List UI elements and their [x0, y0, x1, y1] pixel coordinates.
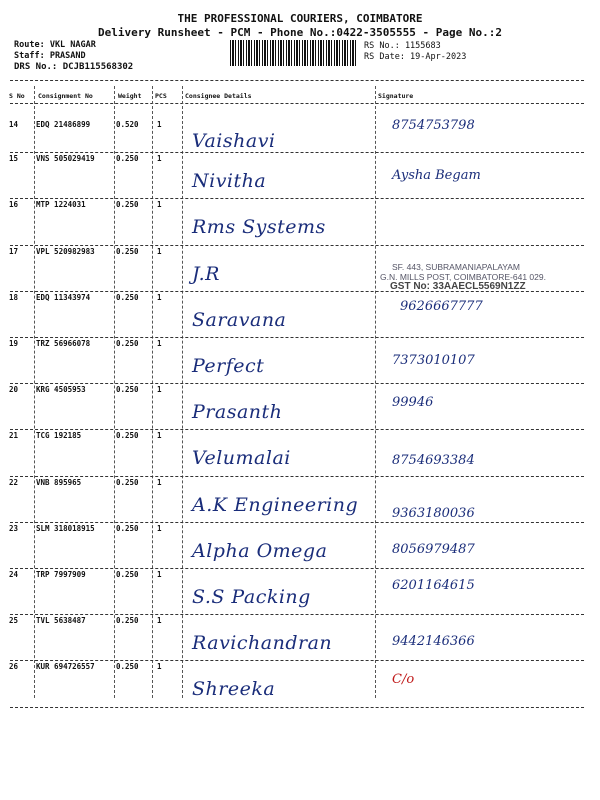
consignee-handwritten-name: Ravichandran [192, 632, 333, 655]
stamp-gst: GST No: 33AAECL5569N1ZZ [390, 281, 526, 292]
staff-label: Staff: PRASAND [14, 51, 86, 61]
consignee-handwritten-name: Velumalai [192, 447, 291, 470]
barcode-image [230, 40, 358, 66]
row-divider [10, 522, 584, 523]
row-divider [10, 476, 584, 477]
consignment-number: SLM 318018915 [36, 523, 95, 533]
consignment-number: TRP 7997909 [36, 570, 86, 579]
weight-value: 0.250 [116, 616, 139, 626]
col-sno: S No [9, 92, 25, 100]
row-divider [10, 152, 584, 153]
signature-handwritten: 8754693384 [392, 453, 475, 469]
pieces-count: 1 [157, 523, 162, 533]
serial-number: 18 [9, 292, 19, 302]
consignee-handwritten-name: Perfect [192, 355, 265, 377]
pieces-count: 1 [157, 154, 162, 164]
serial-number: 19 [9, 339, 19, 348]
weight-value: 0.250 [116, 292, 139, 302]
col-consignment: Consignment No [38, 92, 93, 100]
table-row [0, 478, 600, 524]
rs-date: RS Date: 19-Apr-2023 [364, 52, 467, 62]
pieces-count: 1 [157, 292, 162, 302]
row-divider [10, 614, 584, 615]
table-row [0, 616, 600, 662]
table-row [0, 524, 600, 570]
signature-handwritten: Aysha Begam [392, 168, 481, 184]
table-row [0, 154, 600, 200]
row-divider [10, 198, 584, 199]
row-divider [10, 337, 584, 338]
signature-handwritten: 8056979487 [392, 541, 475, 557]
consignee-handwritten-name: Saravana [192, 308, 287, 331]
row-divider [10, 568, 584, 569]
consignee-handwritten-name: Shreeka [192, 678, 276, 701]
weight-value: 0.250 [116, 523, 139, 533]
column-divider [10, 103, 584, 104]
pieces-count: 1 [157, 246, 162, 256]
serial-number: 20 [9, 385, 19, 395]
weight-value: 0.250 [116, 477, 139, 487]
table-row [0, 570, 600, 616]
pieces-count: 1 [157, 431, 162, 441]
consignee-handwritten-name: Alpha Omega [192, 539, 328, 562]
serial-number: 24 [9, 570, 19, 579]
weight-value: 0.250 [116, 431, 139, 441]
pieces-count: 1 [157, 662, 162, 672]
pieces-count: 1 [157, 385, 162, 395]
weight-value: 0.250 [116, 385, 139, 395]
col-pcs: PCS [155, 92, 167, 100]
weight-value: 0.250 [116, 662, 139, 672]
pieces-count: 1 [157, 120, 162, 129]
serial-number: 15 [9, 154, 19, 164]
table-row [0, 431, 600, 477]
consignee-handwritten-name: Vaishavi [192, 130, 276, 152]
weight-value: 0.250 [116, 246, 139, 256]
table-row [0, 339, 600, 385]
stamp-line1: SF. 443, SUBRAMANIAPALAYAM [392, 262, 521, 272]
weight-value: 0.250 [116, 339, 139, 348]
consignment-number: EDQ 11343974 [36, 292, 91, 302]
signature-handwritten: 9626667777 [400, 298, 483, 314]
signature-handwritten: C/o [392, 672, 415, 688]
runsheet-subtitle: Delivery Runsheet - PCM - Phone No.:0422-3505555 - Page No.:2 [98, 26, 502, 39]
weight-value: 0.250 [116, 200, 139, 210]
consignment-number: TVL 5638487 [36, 616, 86, 626]
consignment-number: EDQ 21486899 [36, 120, 91, 129]
signature-handwritten: 8754753798 [392, 118, 475, 133]
row-divider [10, 429, 584, 430]
consignment-number: VNS 505029419 [36, 154, 95, 164]
consignee-handwritten-name: S.S Packing [192, 586, 311, 608]
serial-number: 14 [9, 120, 19, 129]
company-title: THE PROFESSIONAL COURIERS, COIMBATORE [177, 12, 423, 25]
pieces-count: 1 [157, 616, 162, 626]
consignment-number: KUR 694726557 [36, 662, 95, 672]
pieces-count: 1 [157, 200, 162, 210]
row-divider [10, 707, 584, 708]
consignment-number: VPL 520982983 [36, 246, 95, 256]
consignee-handwritten-name: J.R [192, 262, 220, 285]
col-consignee: Consignee Details [185, 92, 252, 100]
signature-handwritten: 9442146366 [392, 634, 475, 650]
consignee-handwritten-name: Nivitha [192, 170, 267, 193]
consignment-number: VNB 895965 [36, 477, 82, 487]
pieces-count: 1 [157, 339, 162, 348]
serial-number: 26 [9, 662, 19, 672]
row-divider [10, 660, 584, 661]
weight-value: 0.250 [116, 154, 139, 164]
serial-number: 21 [9, 431, 19, 441]
consignee-handwritten-name: Prasanth [192, 401, 283, 424]
stamp-line2: G.N. MILLS POST, COIMBATORE-641 029. [380, 272, 546, 282]
route-label: Route: VKL NAGAR [14, 40, 96, 50]
row-divider [10, 383, 584, 384]
drs-number: DRS No.: DCJB115568302 [14, 62, 134, 72]
consignment-number: TRZ 56966078 [36, 339, 91, 348]
weight-value: 0.520 [116, 120, 139, 129]
consignment-number: KRG 4505953 [36, 385, 86, 395]
col-signature: Signature [378, 92, 414, 100]
rs-info [364, 41, 466, 63]
table-row [0, 108, 600, 154]
pieces-count: 1 [157, 477, 162, 487]
col-weight: Weight [118, 92, 142, 100]
weight-value: 0.250 [116, 570, 139, 579]
signature-handwritten: 7373010107 [392, 353, 475, 368]
header-divider [10, 80, 584, 81]
route-info [14, 40, 133, 73]
serial-number: 23 [9, 523, 19, 533]
signature-handwritten: 99946 [392, 395, 434, 411]
consignee-handwritten-name: A.K Engineering [192, 493, 359, 516]
serial-number: 22 [9, 477, 19, 487]
rs-number: RS No.: 1155683 [364, 41, 441, 51]
serial-number: 16 [9, 200, 19, 210]
signature-handwritten: 6201164615 [392, 578, 475, 593]
pieces-count: 1 [157, 570, 162, 579]
serial-number: 17 [9, 246, 19, 256]
consignment-number: TCG 192185 [36, 431, 82, 441]
serial-number: 25 [9, 616, 19, 626]
table-row [0, 662, 600, 708]
table-row [0, 385, 600, 431]
consignee-handwritten-name: Rms Systems [192, 216, 326, 239]
consignment-number: MTP 1224031 [36, 200, 86, 210]
signature-handwritten: 9363180036 [392, 505, 475, 521]
company-stamp [380, 232, 580, 302]
